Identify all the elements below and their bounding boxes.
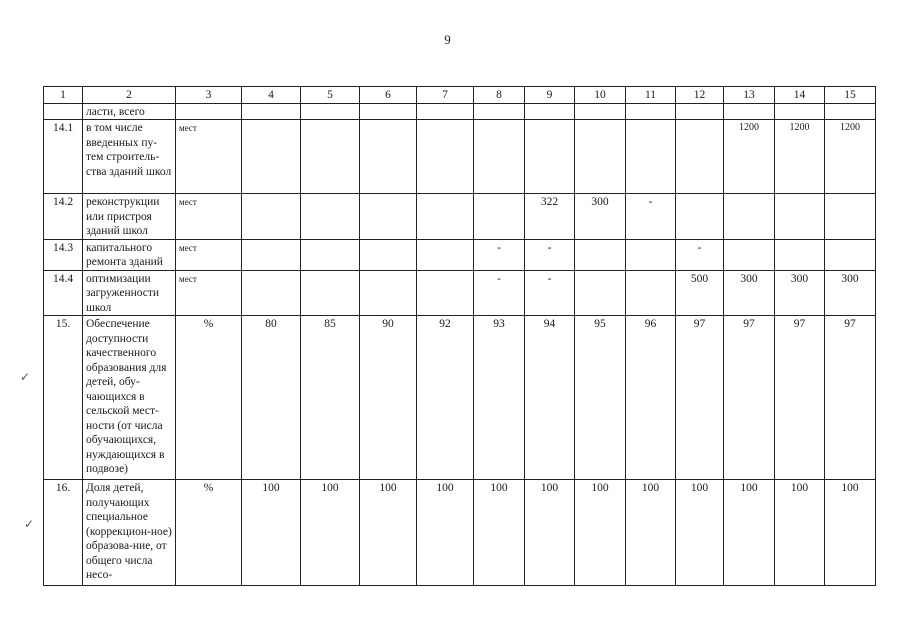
table-row xyxy=(44,103,876,120)
value-cell xyxy=(360,120,417,194)
indicator-name-cell: реконструкции или пристроя зданий школ xyxy=(83,194,176,240)
value-cell xyxy=(417,194,474,240)
value-cell xyxy=(724,194,775,240)
value-cell xyxy=(360,270,417,316)
unit-cell: мест xyxy=(176,270,242,316)
value-cell xyxy=(474,120,525,194)
indicator-name-cell: в том числе введенных пу-тем строитель-ства зданий школ xyxy=(83,120,176,194)
value-cell: 93 xyxy=(474,316,525,480)
value-cell xyxy=(626,239,676,270)
value-cell xyxy=(417,239,474,270)
col-header: 15 xyxy=(825,87,876,104)
unit-cell: % xyxy=(176,316,242,480)
value-cell xyxy=(575,103,626,120)
value-cell: 100 xyxy=(474,480,525,586)
col-header: 2 xyxy=(83,87,176,104)
indicator-name-cell: ласти, всего xyxy=(83,103,176,120)
row-number-cell: 14.3 xyxy=(44,239,83,270)
margin-check-mark: ✓ xyxy=(24,517,35,531)
col-header: 14 xyxy=(775,87,825,104)
indicator-name-cell: Обеспечение доступности качественного образования для детей, обу-чающихся в сельской мест-ности (от числа обучающихся, нуждающихся в подвозе) xyxy=(83,316,176,480)
table-row xyxy=(44,270,876,316)
value-cell xyxy=(626,103,676,120)
table-row xyxy=(44,239,876,270)
header-row xyxy=(44,87,876,104)
row-number-cell xyxy=(44,103,83,120)
value-cell xyxy=(360,103,417,120)
unit-cell: мест xyxy=(176,194,242,240)
value-cell: 100 xyxy=(626,480,676,586)
value-cell: - xyxy=(676,239,724,270)
col-header: 8 xyxy=(474,87,525,104)
value-cell xyxy=(301,120,360,194)
margin-check-mark: ✓ xyxy=(20,370,31,384)
value-cell xyxy=(525,120,575,194)
value-cell xyxy=(301,239,360,270)
value-cell: 97 xyxy=(676,316,724,480)
value-cell xyxy=(242,120,301,194)
value-cell: 100 xyxy=(724,480,775,586)
unit-cell xyxy=(176,103,242,120)
value-cell: 300 xyxy=(825,270,876,316)
value-cell xyxy=(676,194,724,240)
value-cell: 1200 xyxy=(775,120,825,194)
value-cell: 100 xyxy=(525,480,575,586)
value-cell xyxy=(417,103,474,120)
value-cell xyxy=(242,270,301,316)
unit-cell: % xyxy=(176,480,242,586)
value-cell: - xyxy=(525,239,575,270)
value-cell xyxy=(575,270,626,316)
col-header: 6 xyxy=(360,87,417,104)
value-cell xyxy=(825,239,876,270)
value-cell: 94 xyxy=(525,316,575,480)
value-cell: 100 xyxy=(676,480,724,586)
value-cell xyxy=(626,270,676,316)
table-row xyxy=(44,120,876,194)
value-cell: 100 xyxy=(242,480,301,586)
value-cell: 100 xyxy=(575,480,626,586)
value-cell: - xyxy=(474,270,525,316)
value-cell: 97 xyxy=(825,316,876,480)
value-cell xyxy=(242,194,301,240)
value-cell: 100 xyxy=(825,480,876,586)
value-cell xyxy=(825,194,876,240)
value-cell: 1200 xyxy=(825,120,876,194)
col-header: 13 xyxy=(724,87,775,104)
col-header: 7 xyxy=(417,87,474,104)
value-cell xyxy=(474,103,525,120)
value-cell: 80 xyxy=(242,316,301,480)
value-cell xyxy=(775,194,825,240)
value-cell: 300 xyxy=(575,194,626,240)
value-cell: 100 xyxy=(775,480,825,586)
value-cell xyxy=(775,239,825,270)
table-row xyxy=(44,480,876,586)
value-cell xyxy=(775,103,825,120)
row-number-cell: 14.1 xyxy=(44,120,83,194)
col-header: 9 xyxy=(525,87,575,104)
col-header: 3 xyxy=(176,87,242,104)
value-cell xyxy=(626,120,676,194)
table-row xyxy=(44,316,876,480)
col-header: 11 xyxy=(626,87,676,104)
indicator-name-cell: капитального ремонта зданий xyxy=(83,239,176,270)
value-cell: 500 xyxy=(676,270,724,316)
col-header: 5 xyxy=(301,87,360,104)
value-cell xyxy=(676,120,724,194)
value-cell: 97 xyxy=(775,316,825,480)
value-cell: - xyxy=(474,239,525,270)
value-cell: 100 xyxy=(417,480,474,586)
value-cell: 300 xyxy=(775,270,825,316)
value-cell: 92 xyxy=(417,316,474,480)
value-cell xyxy=(575,239,626,270)
row-number-cell: 15. xyxy=(44,316,83,480)
col-header: 4 xyxy=(242,87,301,104)
value-cell: 97 xyxy=(724,316,775,480)
unit-cell: мест xyxy=(176,239,242,270)
value-cell xyxy=(360,194,417,240)
row-number-cell: 16. xyxy=(44,480,83,586)
unit-cell: мест xyxy=(176,120,242,194)
indicator-name-cell: Доля детей, получающих специальное (коррекцион-ное) образова-ние, от общего числа несо- xyxy=(83,480,176,586)
table-row xyxy=(44,194,876,240)
value-cell xyxy=(417,270,474,316)
value-cell: 85 xyxy=(301,316,360,480)
col-header: 10 xyxy=(575,87,626,104)
col-header: 1 xyxy=(44,87,83,104)
value-cell xyxy=(825,103,876,120)
value-cell: 322 xyxy=(525,194,575,240)
value-cell: - xyxy=(525,270,575,316)
value-cell xyxy=(417,120,474,194)
col-header: 12 xyxy=(676,87,724,104)
value-cell xyxy=(724,239,775,270)
value-cell: 90 xyxy=(360,316,417,480)
value-cell: 100 xyxy=(360,480,417,586)
value-cell: 100 xyxy=(301,480,360,586)
page-number: 9 xyxy=(444,32,451,47)
value-cell: 300 xyxy=(724,270,775,316)
indicators-table xyxy=(43,86,876,586)
value-cell xyxy=(360,239,417,270)
value-cell xyxy=(242,239,301,270)
value-cell: 96 xyxy=(626,316,676,480)
value-cell: 95 xyxy=(575,316,626,480)
value-cell xyxy=(525,103,575,120)
row-number-cell: 14.4 xyxy=(44,270,83,316)
value-cell xyxy=(474,194,525,240)
value-cell xyxy=(301,103,360,120)
value-cell xyxy=(301,194,360,240)
value-cell xyxy=(724,103,775,120)
value-cell: - xyxy=(626,194,676,240)
indicator-name-cell: оптимизации загруженности школ xyxy=(83,270,176,316)
value-cell xyxy=(575,120,626,194)
value-cell xyxy=(676,103,724,120)
row-number-cell: 14.2 xyxy=(44,194,83,240)
value-cell xyxy=(301,270,360,316)
value-cell xyxy=(242,103,301,120)
value-cell: 1200 xyxy=(724,120,775,194)
